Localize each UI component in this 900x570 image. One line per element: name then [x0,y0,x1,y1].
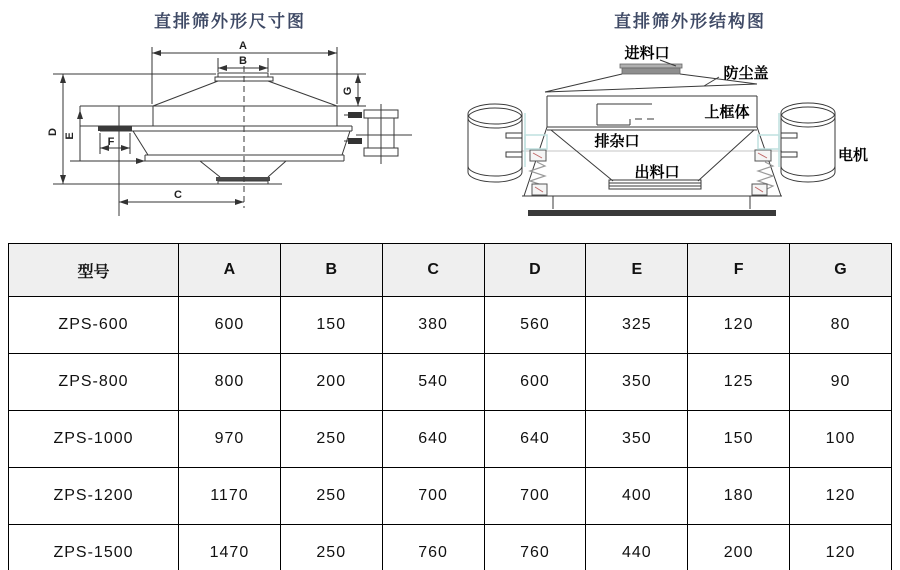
table-cell: 760 [382,525,484,570]
table-cell: 80 [790,297,892,354]
table-cell: 325 [586,297,688,354]
model-cell: ZPS-1500 [9,525,179,570]
left-motor [468,104,522,182]
dimension-diagram [0,28,450,228]
table-cell: 180 [688,468,790,525]
table-cell: 250 [280,468,382,525]
table-cell: 640 [484,411,586,468]
dimension-diagram-title: 直排筛外形尺寸图 [154,12,306,31]
structure-diagram-title: 直排筛外形结构图 [614,12,766,31]
table-cell: 150 [280,297,382,354]
table-cell: 800 [179,354,281,411]
dim-label-d: D [47,128,59,136]
table-cell: 250 [280,411,382,468]
table-header-cell: C [382,244,484,297]
table-row [9,468,892,525]
table-cell: 350 [586,411,688,468]
sieve-body [522,64,782,216]
label-dust-cover: 防尘盖 [723,66,769,82]
table-cell: 200 [688,525,790,570]
table-cell: 700 [382,468,484,525]
table-cell: 400 [586,468,688,525]
table-header-cell: B [280,244,382,297]
label-feed-inlet: 进料口 [624,46,670,62]
table-header-cell: G [790,244,892,297]
label-discharge-outlet: 出料口 [634,165,680,181]
table-cell: 970 [179,411,281,468]
dim-label-f: F [107,136,115,148]
table-header-cell: E [586,244,688,297]
dim-label-e: E [64,132,76,140]
table-cell: 760 [484,525,586,570]
table-header-cell: D [484,244,586,297]
table-cell: 350 [586,354,688,411]
structure-diagram [450,28,900,228]
table-header-cell: 型号 [9,244,179,297]
table-cell: 120 [688,297,790,354]
table-cell: 100 [790,411,892,468]
model-cell: ZPS-1200 [9,468,179,525]
model-cell: ZPS-600 [9,297,179,354]
table-cell: 90 [790,354,892,411]
right-motor [781,103,835,182]
table-cell: 540 [382,354,484,411]
table-header-cell: A [179,244,281,297]
label-upper-frame: 上框体 [704,105,750,121]
label-impurity-outlet: 排杂口 [594,134,640,150]
motor-side-view [344,104,412,164]
dim-label-g: G [342,86,354,96]
dimension-lines [47,40,366,202]
table-cell: 1170 [179,468,281,525]
table-cell: 200 [280,354,382,411]
table-cell: 380 [382,297,484,354]
table-cell: 600 [484,354,586,411]
model-cell: ZPS-1000 [9,411,179,468]
model-cell: ZPS-800 [9,354,179,411]
table-header-row [9,244,892,297]
table-cell: 560 [484,297,586,354]
table-cell: 120 [790,525,892,570]
table-cell: 600 [179,297,281,354]
table-cell: 150 [688,411,790,468]
table-row [9,525,892,570]
spec-table [8,243,892,570]
table-cell: 1470 [179,525,281,570]
table-row [9,411,892,468]
table-cell: 120 [790,468,892,525]
label-motor: 电机 [837,148,869,164]
dim-label-c: C [174,189,182,201]
table-header-cell: F [688,244,790,297]
table-row [9,354,892,411]
dim-label-a: A [239,40,247,52]
table-cell: 700 [484,468,586,525]
dim-label-b: B [239,55,247,67]
table-cell: 440 [586,525,688,570]
table-cell: 125 [688,354,790,411]
table-cell: 640 [382,411,484,468]
table-cell: 250 [280,525,382,570]
table-row [9,297,892,354]
